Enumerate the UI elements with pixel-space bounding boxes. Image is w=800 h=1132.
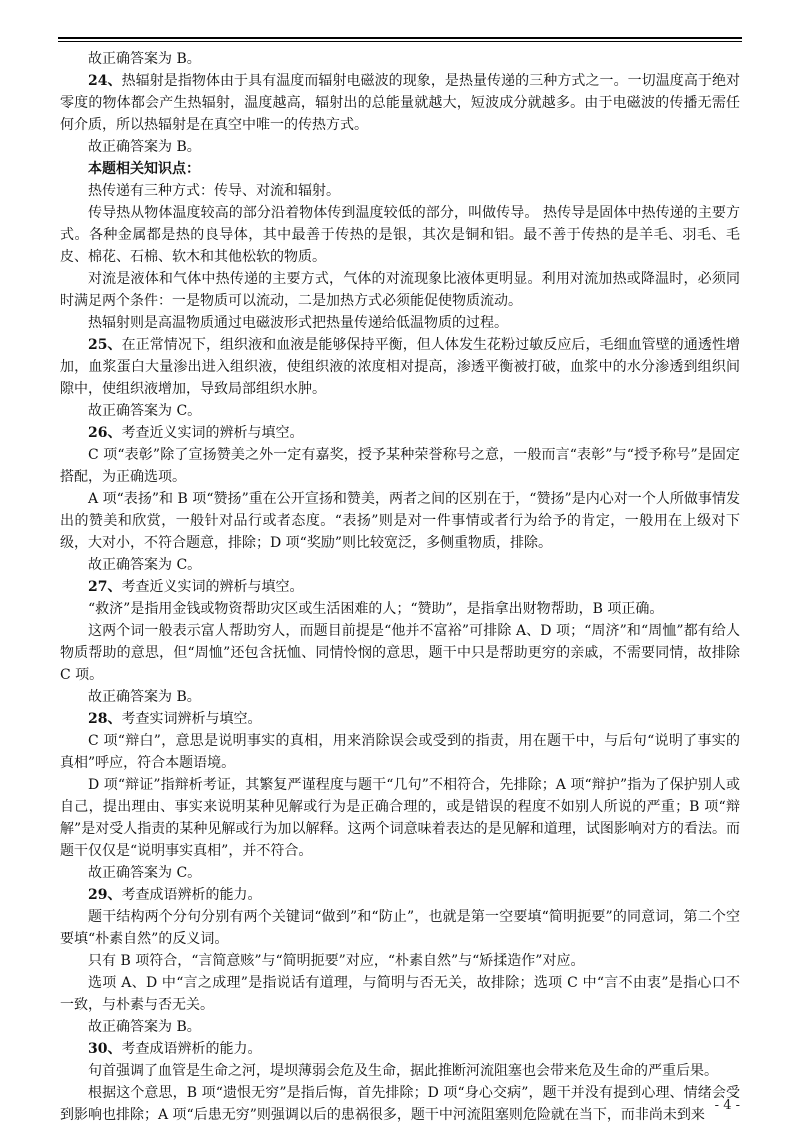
paragraph-text: 题干结构两个分句分别有两个关键词“做到”和“防止”，也就是第一空要填“简明扼要”的同意词，第二个空要填“朴素自然”的反义词。	[60, 909, 740, 947]
paragraph-text: 考查实词辨析与填空。	[121, 711, 262, 727]
explanation-paragraph	[60, 620, 740, 686]
paragraph-text: 只有 B 项符合，“言简意赅”与“简明扼要”对应，“朴素自然”与“矫揉造作”对应。	[88, 953, 585, 969]
paragraph-text: 这两个词一般表示富人帮助穷人，而题目前提是“他并不富裕”可排除 A、D 项；“周济”和“周恤”都有给人物质帮助的意思，但“周恤”还包含抚恤、同情怜悯的意思，题干中只是帮助更穷的亲戚，不需要同情，故排除 C 项。	[60, 623, 740, 683]
question-explanation	[60, 422, 740, 444]
explanation-paragraph	[60, 1016, 740, 1038]
question-explanation	[60, 708, 740, 730]
explanation-paragraph	[60, 1060, 740, 1082]
explanation-paragraph	[60, 686, 740, 708]
paragraph-text: 选项 A、D 中“言之成理”是指说话有道理，与简明与否无关，故排除；选项 C 中“言不由衷”是指心口不一致，与朴素与否无关。	[60, 975, 740, 1013]
question-explanation	[60, 334, 740, 400]
explanation-paragraph	[60, 598, 740, 620]
paragraph-text: 考查成语辨析的能力。	[121, 1041, 262, 1057]
paragraph-text: 句首强调了血管是生命之河，堤坝薄弱会危及生命，据此推断河流阻塞也会带来危及生命的严重后果。	[88, 1063, 718, 1079]
question-number: 30、	[88, 1041, 122, 1057]
question-explanation	[60, 1038, 740, 1060]
explanation-paragraph	[60, 906, 740, 950]
paragraph-text: C 项“辩白”，意思是说明事实的真相，用来消除误会或受到的指责，用在题干中，与后句“说明了事实的真相”呼应，符合本题语境。	[60, 733, 740, 771]
section-heading	[60, 158, 740, 180]
question-number: 26、	[88, 425, 122, 441]
paragraph-text: 考查近义实词的辨析与填空。	[121, 579, 304, 595]
header-rule-thin	[58, 41, 742, 42]
paragraph-text: 热辐射则是高温物质通过电磁波形式把热量传递给低温物质的过程。	[88, 315, 508, 331]
paragraph-text: 考查近义实词的辨析与填空。	[121, 425, 304, 441]
header-rule	[58, 37, 742, 39]
question-number: 27、	[88, 579, 122, 595]
paragraph-text: 热辐射是指物体由于具有温度而辐射电磁波的现象，是热量传递的三种方式之一。一切温度高于绝对零度的物体都会产生热辐射，温度越高，辐射出的总能量就越大，短波成分就越多。由于电磁波的传播无需任何介质，所以热辐射是在真空中唯一的传热方式。	[60, 73, 741, 133]
paragraph-text: 故正确答案为 B。	[88, 51, 201, 67]
heading-text: 本题相关知识点：	[88, 161, 200, 177]
explanation-paragraph	[60, 444, 740, 488]
paragraph-text: 传导热从物体温度较高的部分沿着物体传到温度较低的部分，叫做传导。 热传导是固体中热传递的主要方式。各种金属都是热的良导体，其中最善于传热的是银，其次是铜和铝。最不善于传热的是羊毛、羽毛、毛皮、棉花、石棉、软木和其他松软的物质。	[60, 205, 740, 265]
paragraph-text: 故正确答案为 B。	[88, 1019, 201, 1035]
explanation-paragraph	[60, 488, 740, 554]
explanation-paragraph	[60, 774, 740, 862]
paragraph-text: 故正确答案为 C。	[88, 557, 202, 573]
explanation-paragraph	[60, 554, 740, 576]
explanation-paragraph	[60, 202, 740, 268]
explanation-paragraph	[60, 136, 740, 158]
explanation-paragraph	[60, 48, 740, 70]
paragraph-text: A 项“表扬”和 B 项“赞扬”重在公开宣扬和赞美，两者之间的区别在于，“赞扬”是内心对一个人所做事情发出的赞美和欣赏，一般针对品行或者态度。“表扬”则是对一件事情或者行为给予的肯定，一般用在上级对下级，大对小，不符合题意，排除；D 项“奖励”则比较宽泛，多侧重物质，排除。	[60, 491, 740, 551]
paragraph-text: 故正确答案为 B。	[88, 139, 201, 155]
explanation-paragraph	[60, 950, 740, 972]
explanation-paragraph	[60, 1082, 740, 1126]
paragraph-text: 对流是液体和气体中热传递的主要方式，气体的对流现象比液体更明显。利用对流加热或降温时，必须同时满足两个条件：一是物质可以流动，二是加热方式必须能促使物质流动。	[60, 271, 740, 309]
paragraph-text: 考查成语辨析的能力。	[121, 887, 262, 903]
question-explanation	[60, 70, 740, 136]
explanation-paragraph	[60, 730, 740, 774]
paragraph-text: “救济”是指用金钱或物资帮助灾区或生活困难的人；“赞助”，是指拿出财物帮助，B 项正确。	[88, 601, 664, 617]
paragraph-text: C 项“表彰”除了宣扬赞美之外一定有嘉奖，授予某种荣誉称号之意，一般而言“表彰”与“授予称号”是固定搭配，为正确选项。	[60, 447, 740, 485]
answer-explanations	[60, 48, 740, 1126]
paragraph-text: 故正确答案为 B。	[88, 689, 201, 705]
question-explanation	[60, 576, 740, 598]
question-explanation	[60, 884, 740, 906]
paragraph-text: 根据这个意思，B 项“遗恨无穷”是指后悔，首先排除；D 项“身心交病”，题干并没有提到心理、情绪会受到影响也排除；A 项“后患无穷”则强调以后的患祸很多，题干中河流阻塞则危险就在当下，而非尚未到来	[60, 1085, 740, 1123]
explanation-paragraph	[60, 862, 740, 884]
question-number: 25、	[88, 337, 122, 353]
question-number: 29、	[88, 887, 122, 903]
explanation-paragraph	[60, 268, 740, 312]
paragraph-text: 在正常情况下，组织液和血液是能够保持平衡，但人体发生花粉过敏反应后，毛细血管壁的通透性增加，血浆蛋白大量渗出进入组织液，使组织液的浓度相对提高，渗透平衡被打破，血浆中的水分渗透到组织间隙中，使组织液增加，导致局部组织水肿。	[60, 337, 741, 397]
question-number: 28、	[88, 711, 122, 727]
explanation-paragraph	[60, 400, 740, 422]
paragraph-text: 热传递有三种方式：传导、对流和辐射。	[88, 183, 340, 199]
page-number: - 4 -	[714, 1098, 740, 1113]
explanation-paragraph	[60, 972, 740, 1016]
paragraph-text: 故正确答案为 C。	[88, 403, 202, 419]
question-number: 24、	[88, 73, 122, 89]
explanation-paragraph	[60, 180, 740, 202]
paragraph-text: 故正确答案为 C。	[88, 865, 202, 881]
explanation-paragraph	[60, 312, 740, 334]
paragraph-text: D 项“辩证”指辩析考证，其繁复严谨程度与题干“几句”不相符合，先排除；A 项“辩护”指为了保护别人或自己，提出理由、事实来说明某种见解或行为是正确合理的，或是错误的程度不如别人所说的严重；B 项“辩解”是对受人指责的某种见解或行为加以解释。这两个词意味着表达的是见解和道理，试图影响对方的看法。而题干仅仅是“说明事实真相”，并不符合。	[60, 777, 740, 859]
